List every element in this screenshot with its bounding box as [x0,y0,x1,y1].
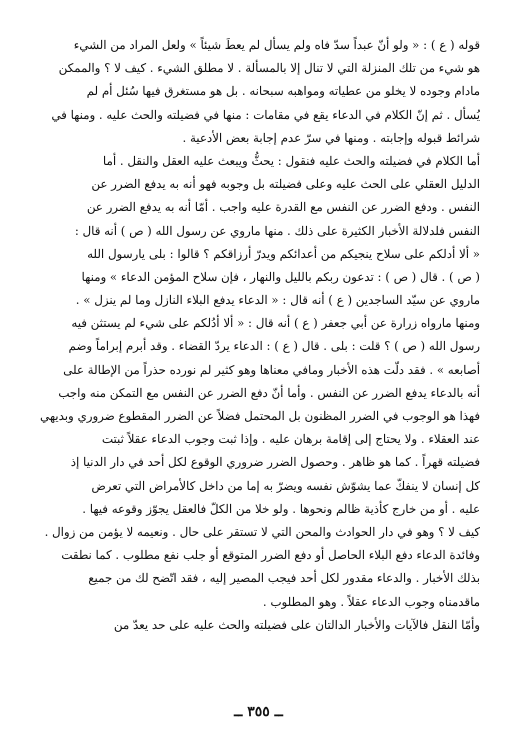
text-line: ماقدمناه وجوب الدعاء عقلاً . وهو المطلوب . [262,594,480,609]
text-line: رسول الله ( ص ) ؟ قلت : بلى . قال ( ع ) : الدعاء يردّ القضاء . وقد أبرم إبراماً وضم [68,339,480,354]
text-line: عند العقلاء . ولا يحتاج إلى إقامة برهان عليه . وإذا ثبت وجوب الدعاء عقلاً ثبتت [101,432,480,447]
text-line: أنه بالدعاء يدفع الضرر عن النفس . وأما أنّ دفع الضرر عن النفس مع التمكن منه واجب [58,385,480,400]
text-line: كل إنسان لا ينفكّ عما يشوّش نفسه ويضرّ به إما من داخل كالأمراض التي تعرض [91,478,480,493]
page-text [34,34,480,637]
text-line: النفس فلدلالة الأخبار الكثيرة على ذلك . منها ماروي عن رسول الله ( ص ) أنه قال : [74,223,480,238]
text-line: هو شيء من تلك المنزلة التي لا تنال إلا بالمسألة . لا مطلق الشيء . كيف لا ؟ والممكن [58,61,480,76]
text-line: شرائط قبوله وإجابته . ومنها في سرّ عدم إجابة بعض الأدعية . [182,130,480,145]
text-line: أصابعه » . فقد دلّت هذه الأخبار ومافي معناها وهو كثير لم نورده حذراً من الإطالة على [63,362,480,377]
text-line: مادام وجوده لا يخلو من عطياته ومواهبه سبحانه . بل هو مستغرق فيها سُئل أم لم [86,84,480,99]
text-line: يُسأل . ثم إنّ الكلام في الدعاء يقع في مقامات : منها في فضيلته والحث عليه . ومنها في [51,107,480,122]
text-line: فهذا هو الوجوب في الضرر المظنون بل المحتمل فضلاً عن الضرر المقطوع ضروري وبديهي [40,409,480,423]
text-line: عليه . أو من خارج كأذية ظالم ونحوها . ولو خلا من الكلّ فالعقل يجوّز وقوعه فيها . [82,501,480,516]
page-number: ــ ٣٥٥ ــ [234,704,283,720]
text-line: كيف لا ؟ وهو في دار الحوادث والمحن التي لا تستقر على حال . ونعيمه لا يؤمن من زوال . [44,524,480,539]
text-line: وفائدة الدعاء دفع البلاء الحاصل أو دفع الضرر المتوقع أو جلب نفع مطلوب . كما نطقت [61,548,480,563]
text-line: ( ص ) . قال ( ص ) : تدعون ربكم بالليل والنهار ، فإن سلاح المؤمن الدعاء » ومنها [81,269,480,284]
text-line: ماروي عن سيّد الساجدين ( ع ) أنه قال : « الدعاء يدفع البلاء النازل وما لم ينزل » . [75,293,480,308]
text-line: فضيلته قهراً . كما هو ظاهر . وحصول الضرر ضروري الوقوع لكل أحد في دار الدنيا إذ [70,455,480,470]
text-line: وأمّا النقل فالآيات والأخبار الدالتان على فضيلته والحث عليه على حد يعدّ من [113,617,480,632]
text-line: ومنها مارواه زرارة عن أبي جعفر ( ع ) أنه قال : « ألا أدُلكم على شيء لم يستثن فيه [71,316,480,331]
text-line: النفس . ودفع الضرر عن النفس مع القدرة عليه واجب . أمّا أنه به يدفع الضرر عن [86,200,480,215]
text-line: قوله ( ع ) : « ولو أنّ عبداً سدّ فاه ولم يسأل لم يعطَ شيئاً » ولعل المراد من الشيء [73,38,480,52]
text-line: « ألا أدلكم على سلاح ينجيكم من أعدائكم ويدرّ أرزاقكم ؟ قالوا : بلى يارسول الله [87,246,480,261]
text-line: أما الكلام في فضيلته والحث عليه فنقول : يحثُّ ويبعث عليه العقل والنقل . أما [102,153,480,168]
text-line: بذلك الأخبار . والدعاء مقدور لكل أحد فيجب المصير إليه ، فقد اتّضح لك من جميع [88,571,480,586]
text-line: الدليل العقلي على الحث عليه وعلى فضيلته بل وجوبه فهو أنه به يدفع الضرر عن [91,177,480,192]
